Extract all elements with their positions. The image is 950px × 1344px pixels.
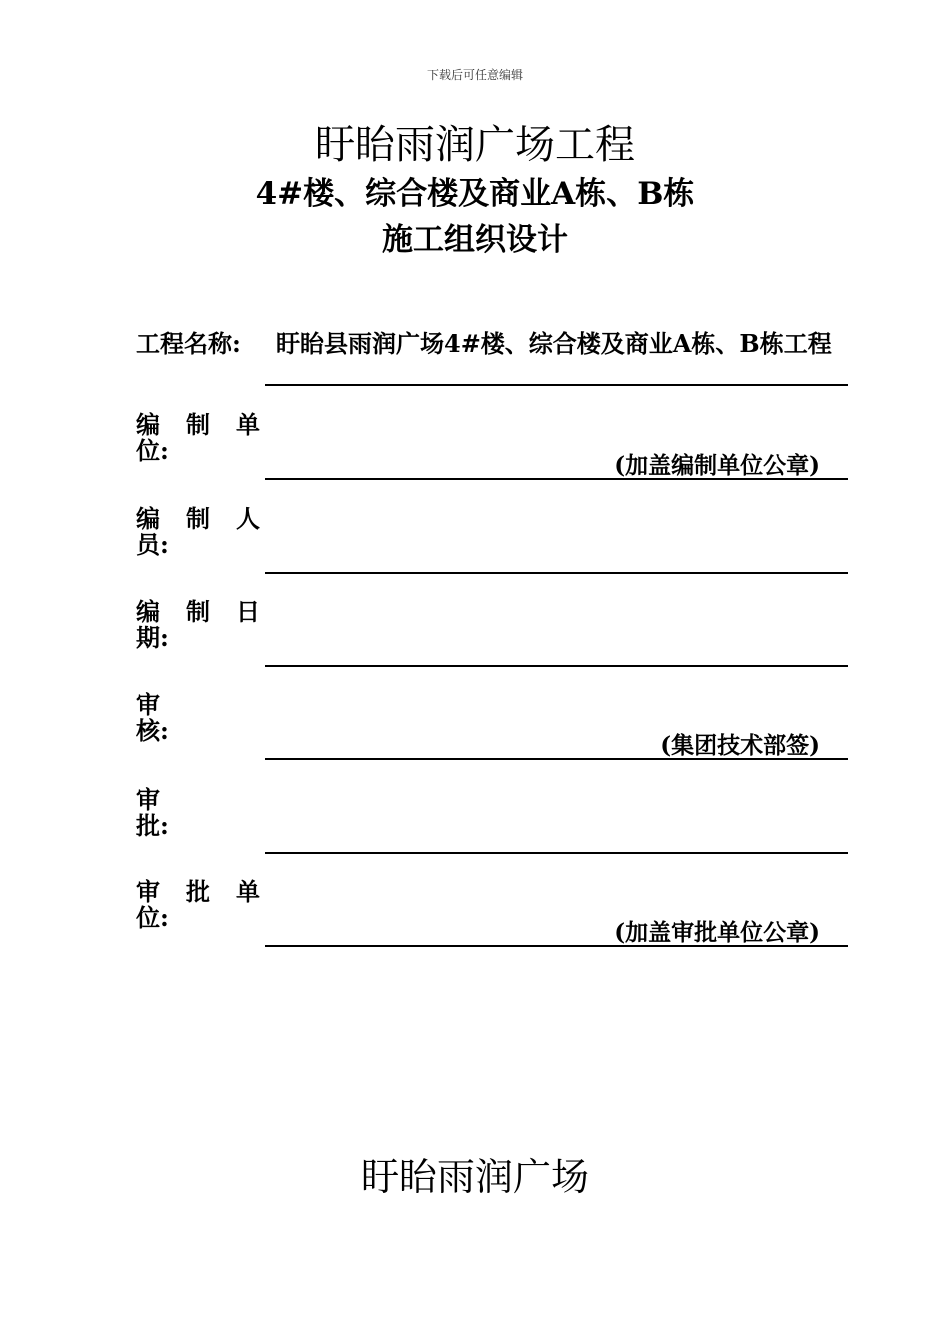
document-title: 盱眙雨润广场工程 xyxy=(315,122,635,168)
approve-unit-label-top: 审 批 单 xyxy=(136,877,260,906)
approve-label-bottom: 批: xyxy=(136,811,169,840)
compiler-line xyxy=(265,572,848,574)
approve-line xyxy=(265,852,848,854)
project-name-value: 盱眙县雨润广场4#楼、综合楼及商业A栋、B栋工程 xyxy=(276,329,832,358)
project-name-label: 工程名称: xyxy=(136,329,241,358)
review-label-top: 审 xyxy=(136,690,160,719)
approve-unit-label-bottom: 位: xyxy=(136,903,169,932)
review-label xyxy=(136,692,260,744)
project-name-line xyxy=(265,384,848,386)
compiler-label xyxy=(136,506,260,558)
approve-unit-seal-note: (加盖审批单位公章) xyxy=(614,919,820,946)
compile-unit-seal-note: (加盖编制单位公章) xyxy=(614,452,820,479)
compile-date-label-top: 编 制 日 xyxy=(136,597,260,626)
review-sign-note: (集团技术部签) xyxy=(660,732,820,759)
compile-unit-line xyxy=(265,478,848,480)
compile-date-label xyxy=(136,599,260,651)
approve-unit-line xyxy=(265,945,848,947)
compile-unit-label-bottom: 位: xyxy=(136,436,169,465)
approve-label-top: 审 xyxy=(136,785,160,814)
compile-unit-label xyxy=(136,412,260,464)
footer-company-name: 盱眙雨润广场 xyxy=(360,1155,589,1199)
compile-unit-label-top: 编 制 单 xyxy=(136,410,260,439)
compiler-label-top: 编 制 人 xyxy=(136,504,260,533)
approve-label xyxy=(136,787,260,839)
review-line xyxy=(265,758,848,760)
compile-date-label-bottom: 期: xyxy=(136,623,169,652)
download-watermark: 下载后可任意编辑 xyxy=(426,68,523,82)
compiler-label-bottom: 员: xyxy=(136,530,169,559)
approve-unit-label xyxy=(136,879,260,931)
document-subtitle: 4#楼、综合楼及商业A栋、B栋 xyxy=(255,176,695,212)
compile-date-line xyxy=(265,665,848,667)
review-label-bottom: 核: xyxy=(136,716,169,745)
document-type: 施工组织设计 xyxy=(382,222,568,258)
